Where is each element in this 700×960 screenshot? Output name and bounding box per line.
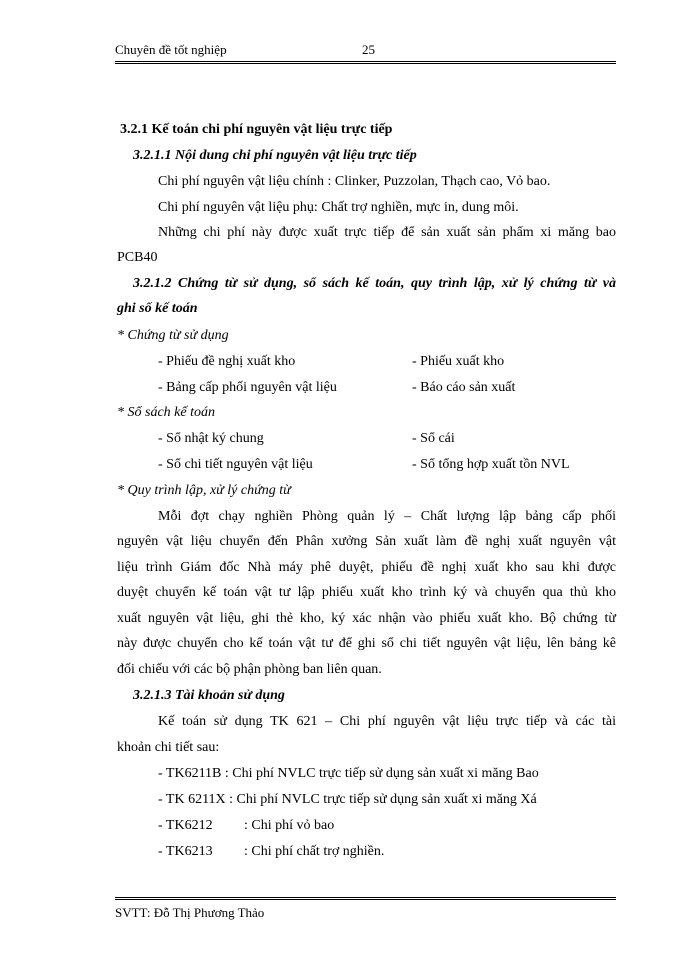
list-item: - Bảng cấp phối nguyên vật liệu (158, 380, 337, 395)
paragraph-line: nguyên vật liệu chuyển đến Phân xưởng Sản xuất làm đề nghị xuất nguyên vật (117, 534, 616, 549)
footer-author: SVTT: Đỗ Thị Phương Thảo (115, 905, 265, 920)
account-desc: : Chi phí chất trợ nghiền. (244, 844, 385, 859)
content-line: Những chi phí này được xuất trực tiếp để sản xuất sản phẩm xi măng bao (158, 225, 616, 240)
paragraph-line: Mỗi đợt chạy nghiền Phòng quản lý – Chất lượng lập bảng cấp phối (158, 509, 616, 524)
books-title: * Sổ sách kế toán (117, 405, 215, 420)
content-line: Kế toán sử dụng TK 621 – Chi phí nguyên vật liệu trực tiếp và các tài (158, 714, 616, 729)
account-item (158, 792, 537, 808)
content-line: Chi phí nguyên vật liệu phụ: Chất trợ nghiền, mực in, dung môi. (158, 200, 519, 215)
footer-rule (115, 897, 616, 898)
header-title: Chuyên đề tốt nghiệp (115, 42, 227, 57)
section-heading: 3.2.1 Kế toán chi phí nguyên vật liệu trực tiếp (120, 122, 393, 137)
subsection-heading-2: 3.2.1.2 Chứng từ sử dụng, sổ sách kế toán, quy trình lập, xử lý chứng từ và (133, 276, 616, 291)
list-item: - Báo cáo sản xuất (412, 380, 516, 395)
paragraph-line: đối chiếu với các bộ phận phòng ban liên quan. (117, 662, 382, 677)
account-code: - TK6212 (158, 818, 213, 833)
content-line: khoản chi tiết sau: (117, 740, 220, 755)
account-desc: : Chi phí vỏ bao (244, 818, 335, 833)
account-code: - TK6213 (158, 844, 213, 859)
header-rule (115, 61, 616, 62)
paragraph-line: xuất nguyên vật liệu, ghi thẻ kho, ký xác nhận vào phiếu xuất kho. Bộ chứng từ (117, 611, 616, 626)
account-code: - TK6211B (158, 766, 222, 781)
account-desc: : Chi phí NVLC trực tiếp sử dụng sản xuất xi măng Bao (224, 766, 539, 781)
account-desc: : Chi phí NVLC trực tiếp sử dụng sản xuất xi măng Xá (229, 792, 537, 807)
paragraph-line: duyệt chuyển kế toán vật tư lập phiếu xuất kho trình ký và chuyển qua thủ kho (117, 585, 616, 600)
subsection-heading-1: 3.2.1.1 Nội dung chi phí nguyên vật liệu trực tiếp (133, 148, 417, 163)
account-item (158, 766, 539, 782)
paragraph-line: này được chuyển cho kế toán vật tư để ghi sổ chi tiết nguyên vật liệu, lên bảng kê (117, 636, 616, 651)
account-code: - TK 6211X (158, 792, 226, 807)
list-item: - Phiếu xuất kho (412, 354, 505, 369)
content-line: PCB40 (117, 250, 158, 265)
process-title: * Quy trình lập, xử lý chứng từ (117, 483, 291, 498)
footer-rule-2 (115, 899, 616, 900)
page-number: 25 (362, 42, 375, 57)
paragraph-line: liệu trình Giám đốc Nhà máy phê duyệt, phiếu đề nghị xuất kho sau khi được (117, 560, 616, 575)
list-item: - Sổ chi tiết nguyên vật liệu (158, 457, 313, 472)
list-item: - Sổ nhật ký chung (158, 431, 264, 446)
list-item: - Sổ cái (412, 431, 455, 446)
list-item: - Phiếu đề nghị xuất kho (158, 354, 296, 369)
subsection-heading-2-cont: ghi sổ kế toán (117, 301, 198, 316)
header-rule-2 (115, 63, 616, 64)
subsection-heading-3: 3.2.1.3 Tài khoản sử dụng (133, 688, 285, 703)
docs-title: * Chứng từ sử dụng (117, 328, 229, 343)
content-line: Chi phí nguyên vật liệu chính : Clinker, Puzzolan, Thạch cao, Vỏ bao. (158, 174, 551, 189)
list-item: - Sổ tổng hợp xuất tồn NVL (412, 457, 570, 472)
